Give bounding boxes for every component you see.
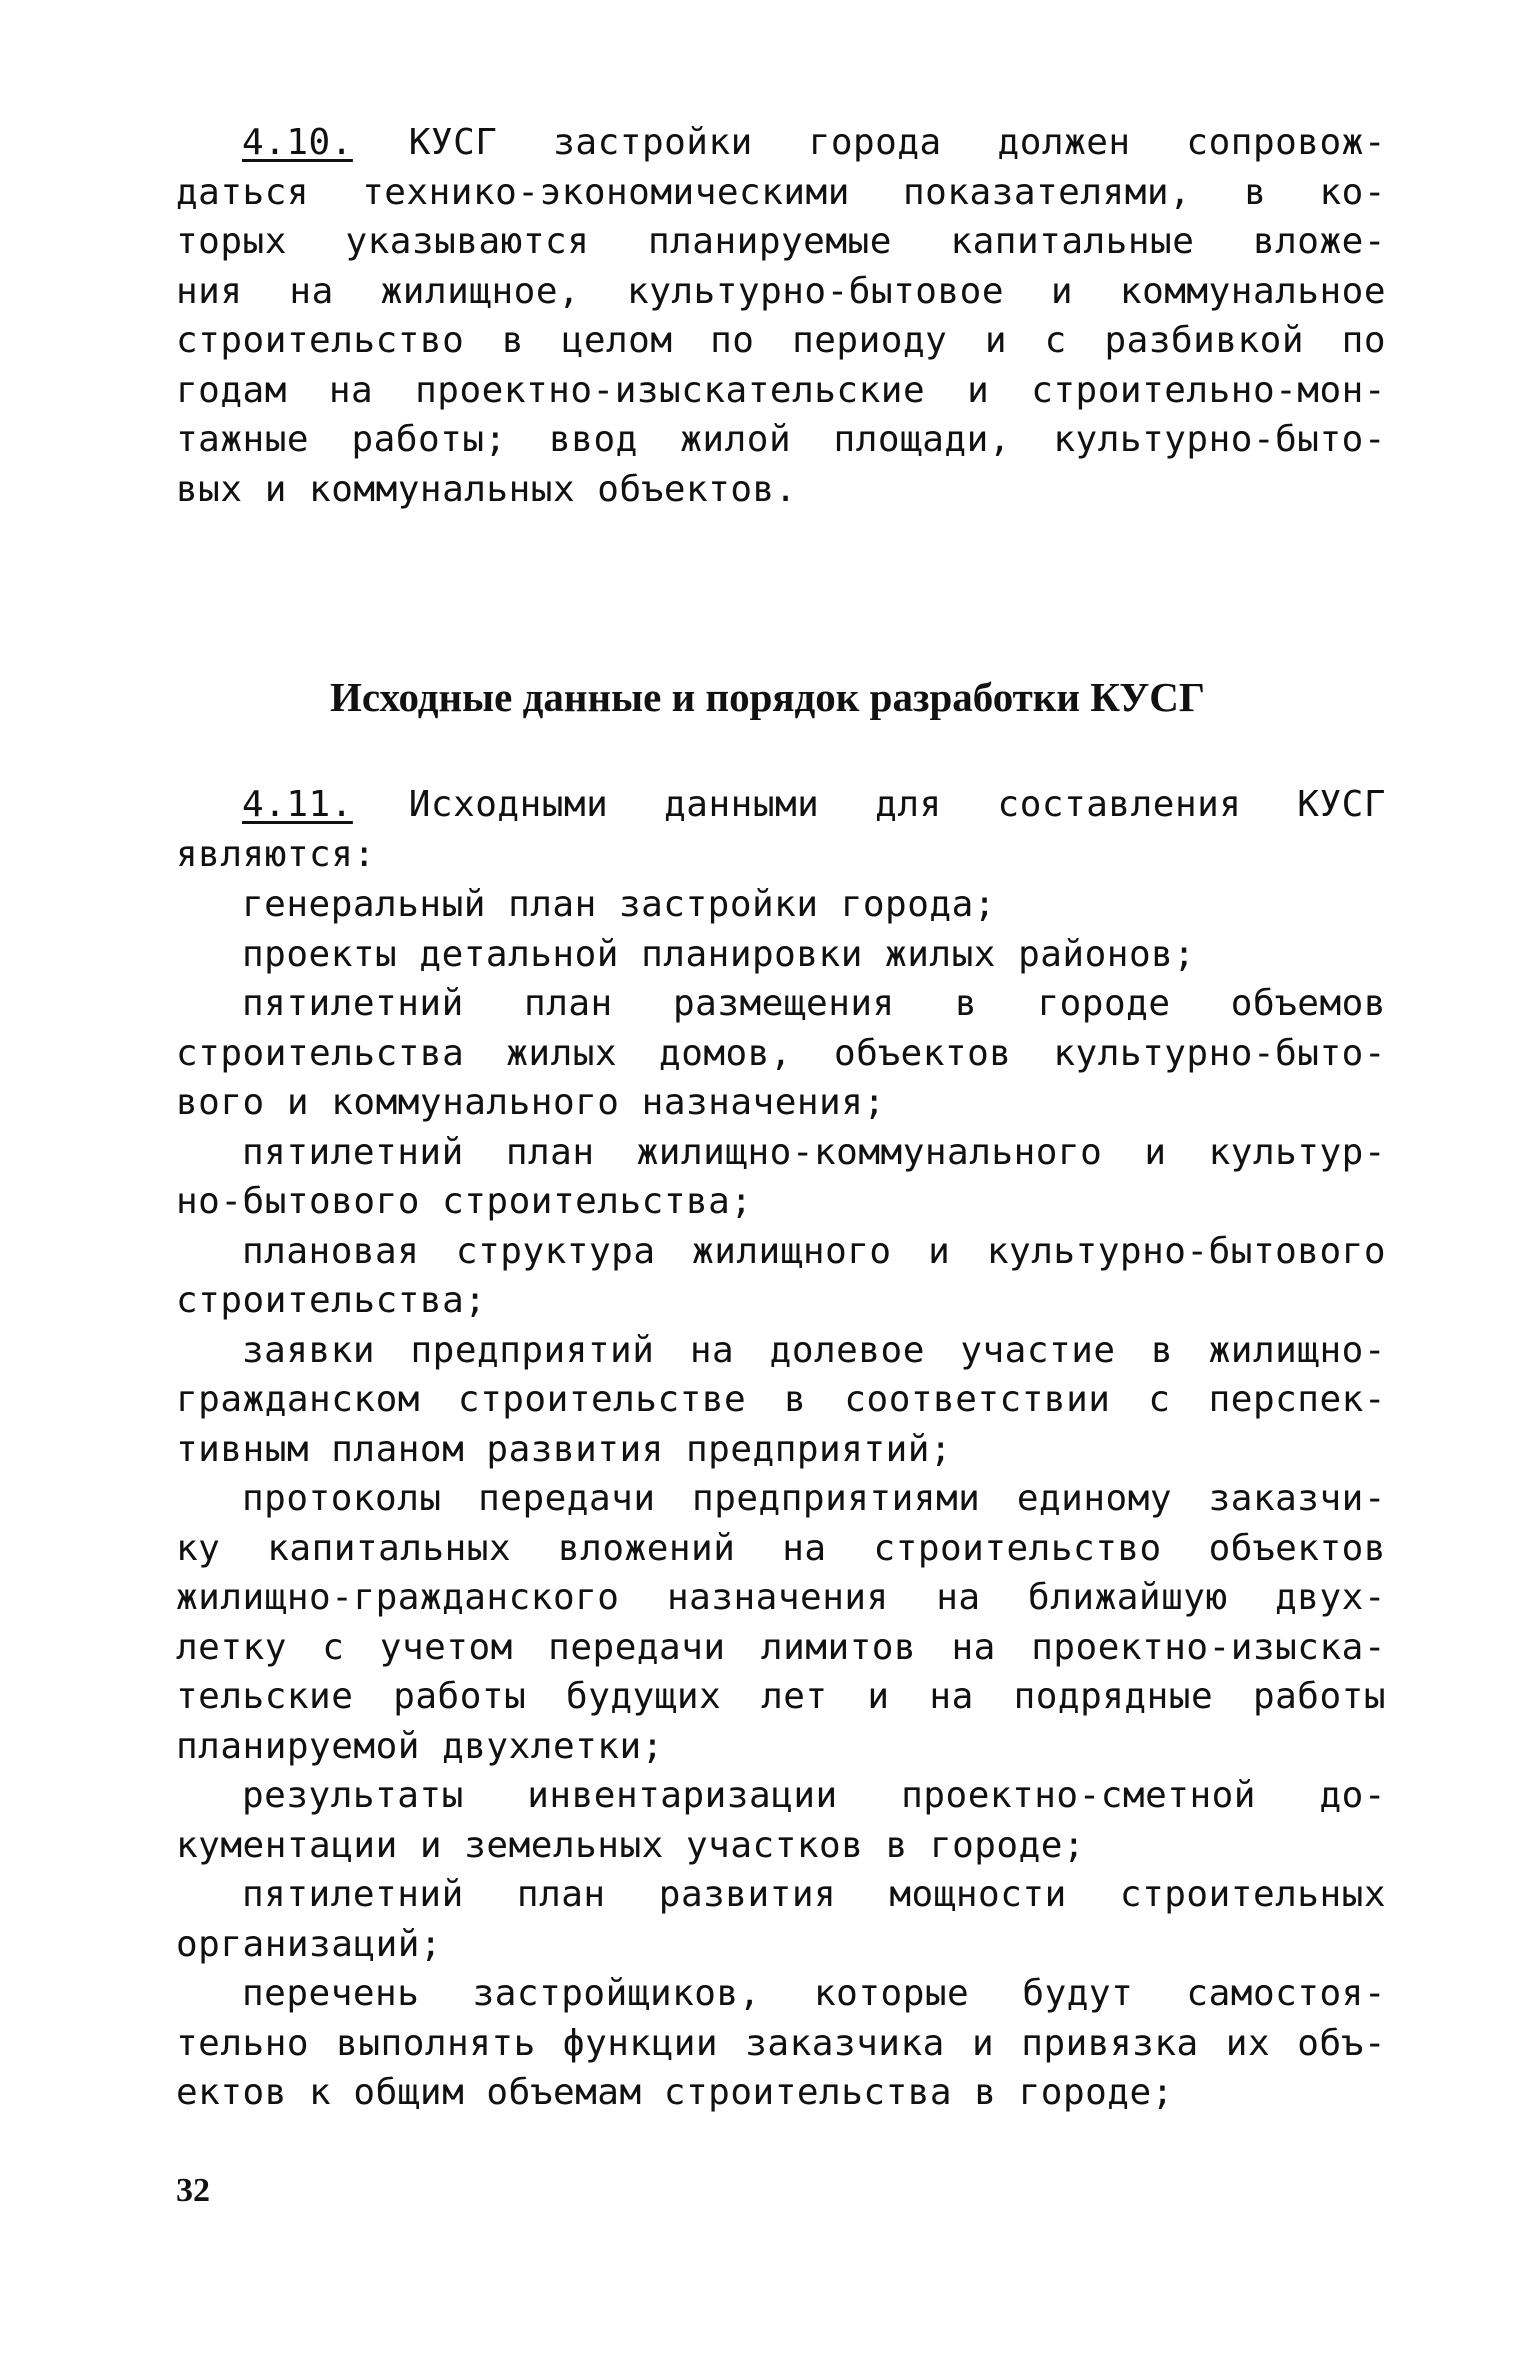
paragraph-line: 4.10. КУСГ застройки города должен сопровож- <box>242 122 1386 163</box>
list-item-line: планируемой двухлетки; <box>176 1725 664 1767</box>
list-item-line: пятилетний план жилищно-коммунального и культур- <box>242 1131 1386 1173</box>
clause-number: 4.11. <box>242 784 353 825</box>
list-item-line: ку капитальных вложений на строительство объектов <box>176 1527 1386 1569</box>
clause-number: 4.10. <box>242 122 353 163</box>
list-item <box>176 979 1386 1128</box>
list-item <box>176 1128 1386 1227</box>
paragraph-line: являются: <box>176 833 376 875</box>
paragraph-line: торых указываются планируемые капитальные вложе- <box>176 221 1386 262</box>
list-item-line: плановая структура жилищного и культурно-бытового <box>242 1230 1386 1272</box>
paragraph-line: 4.11. Исходными данными для составления КУСГ <box>242 784 1386 825</box>
list-item <box>176 930 1386 980</box>
paragraph-4-10 <box>176 118 1386 514</box>
list-item <box>176 1771 1386 1870</box>
list-item-line: организаций; <box>176 1923 443 1965</box>
list-item-line: проекты детальной планировки жилых районов; <box>242 933 1196 975</box>
list-item-line: пятилетний план размещения в городе объемов <box>242 983 1386 1024</box>
page-number: 32 <box>176 2172 210 2209</box>
section-heading: Исходные данные и порядок разработки КУСГ <box>330 674 1205 720</box>
list-item-line: жилищно-гражданского назначения на ближайшую двух- <box>176 1577 1386 1618</box>
list-item-line: протоколы передачи предприятиями единому заказчи- <box>242 1478 1386 1519</box>
list-item <box>176 1227 1386 1326</box>
list-item-line: вого и коммунального назначения; <box>176 1082 886 1123</box>
paragraph-line: строительство в целом по периоду и с разбивкой по <box>176 320 1386 361</box>
list-item-line: но-бытового строительства; <box>176 1181 753 1222</box>
paragraph-line: вых и коммунальных объектов. <box>176 468 797 510</box>
list-item-line: генеральный план застройки города; <box>242 884 996 925</box>
list-item-line: гражданском строительстве в соответствии с перспек- <box>176 1379 1386 1420</box>
paragraph-line: даться технико-экономическими показателями, в ко- <box>176 171 1386 213</box>
list-item-line: результаты инвентаризации проектно-сметной до- <box>242 1775 1386 1816</box>
list-item-line: строительства жилых домов, объектов культурно-быто- <box>176 1032 1386 1074</box>
list-item <box>176 1474 1386 1771</box>
list-item-line: тельские работы будущих лет и на подрядные работы <box>176 1676 1386 1717</box>
list-item-line: тивным планом развития предприятий; <box>176 1428 953 1470</box>
list-item-line: тельно выполнять функции заказчика и привязка их объ- <box>176 2022 1386 2064</box>
list-item-line: летку с учетом передачи лимитов на проектно-изыска- <box>176 1626 1386 1668</box>
list-item <box>176 1969 1386 2118</box>
list-item-line: перечень застройщиков, которые будут самостоя- <box>242 1973 1386 2014</box>
list-item <box>176 1326 1386 1475</box>
paragraph-line: годам на проектно-изыскательские и строительно-мон- <box>176 369 1386 411</box>
list-item <box>176 1870 1386 1969</box>
paragraph-line: ния на жилищное, культурно-бытовое и коммунальное <box>176 270 1386 312</box>
paragraph-line: тажные работы; ввод жилой площади, культурно-быто- <box>176 419 1386 460</box>
list-item-line: строительства; <box>176 1280 487 1321</box>
list-item-line: кументации и земельных участков в городе; <box>176 1824 1086 1866</box>
list-item <box>176 880 1386 930</box>
list-item-line: ектов к общим объемам строительства в городе; <box>176 2072 1174 2113</box>
list-item-line: заявки предприятий на долевое участие в жилищно- <box>242 1329 1386 1371</box>
list-item-line: пятилетний план развития мощности строительных <box>242 1874 1386 1915</box>
paragraph-4-11 <box>176 780 1386 879</box>
